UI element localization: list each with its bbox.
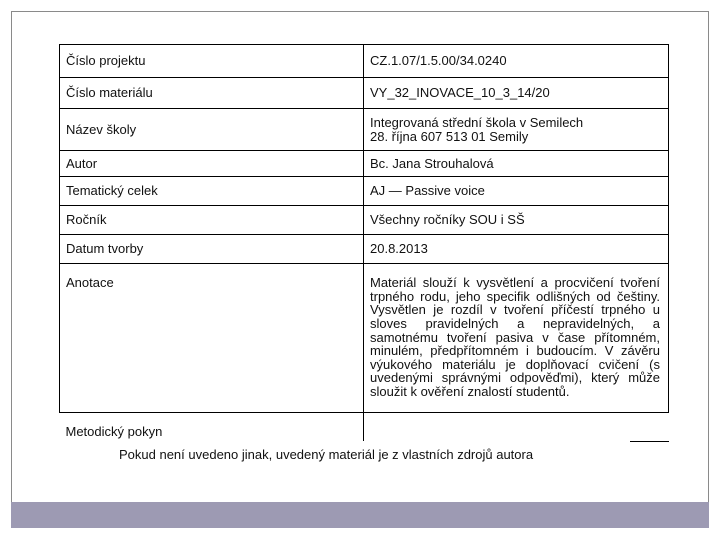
table-row: [60, 151, 669, 177]
table-row: [60, 206, 669, 235]
row-label-creation-date: Datum tvorby: [60, 235, 364, 264]
source-note: Pokud není uvedeno jinak, uvedený materiál je z vlastních zdrojů autora: [119, 447, 534, 462]
table-row: [60, 177, 669, 206]
project-info-table: [59, 44, 669, 441]
table-row: [60, 45, 669, 78]
row-label-material-number: Číslo materiálu: [60, 78, 364, 109]
table-row: [60, 78, 669, 109]
row-label-methodical-guidance: Metodický pokyn: [60, 413, 364, 441]
row-value-creation-date: 20.8.2013: [364, 235, 669, 264]
row-label-author: Autor: [60, 151, 364, 177]
row-label-thematic-unit: Tematický celek: [60, 177, 364, 206]
row-label-annotation: Anotace: [60, 264, 364, 413]
row-value-school-name: Integrovaná střední škola v Semilech 28. října 607 513 01 Semily: [364, 109, 669, 151]
row-label-grade: Ročník: [60, 206, 364, 235]
table-row: [60, 109, 669, 151]
table-row: [60, 264, 669, 413]
row-value-methodical-guidance: [364, 413, 669, 441]
row-label-project-number: Číslo projektu: [60, 45, 364, 78]
row-label-school-name: Název školy: [60, 109, 364, 151]
table-corner-line: [630, 441, 669, 442]
row-value-author: Bc. Jana Strouhalová: [364, 151, 669, 177]
table-row: [60, 235, 669, 264]
row-value-material-number: VY_32_INOVACE_10_3_14/20: [364, 78, 669, 109]
slide-bottom-bar: [11, 502, 709, 528]
row-value-thematic-unit: AJ — Passive voice: [364, 177, 669, 206]
row-value-grade: Všechny ročníky SOU i SŠ: [364, 206, 669, 235]
table-row: [60, 413, 669, 441]
row-value-annotation: Materiál slouží k vysvětlení a procvičení tvoření trpného rodu, jeho specifik odlišných od češtiny. Vysvětlen je rozdíl v tvoření příčestí trpného u sloves pravidelných a nepravidelných, a samotnému tvoření pasiva v čase přítomném, minulém, předpřítomném i budoucím. V závěru výukového materiálu je doplňovací cvičení (s uvedenými správnými odpověďmi), který může sloužit k ověření znalostí studentů.: [364, 264, 669, 413]
row-value-project-number: CZ.1.07/1.5.00/34.0240: [364, 45, 669, 78]
